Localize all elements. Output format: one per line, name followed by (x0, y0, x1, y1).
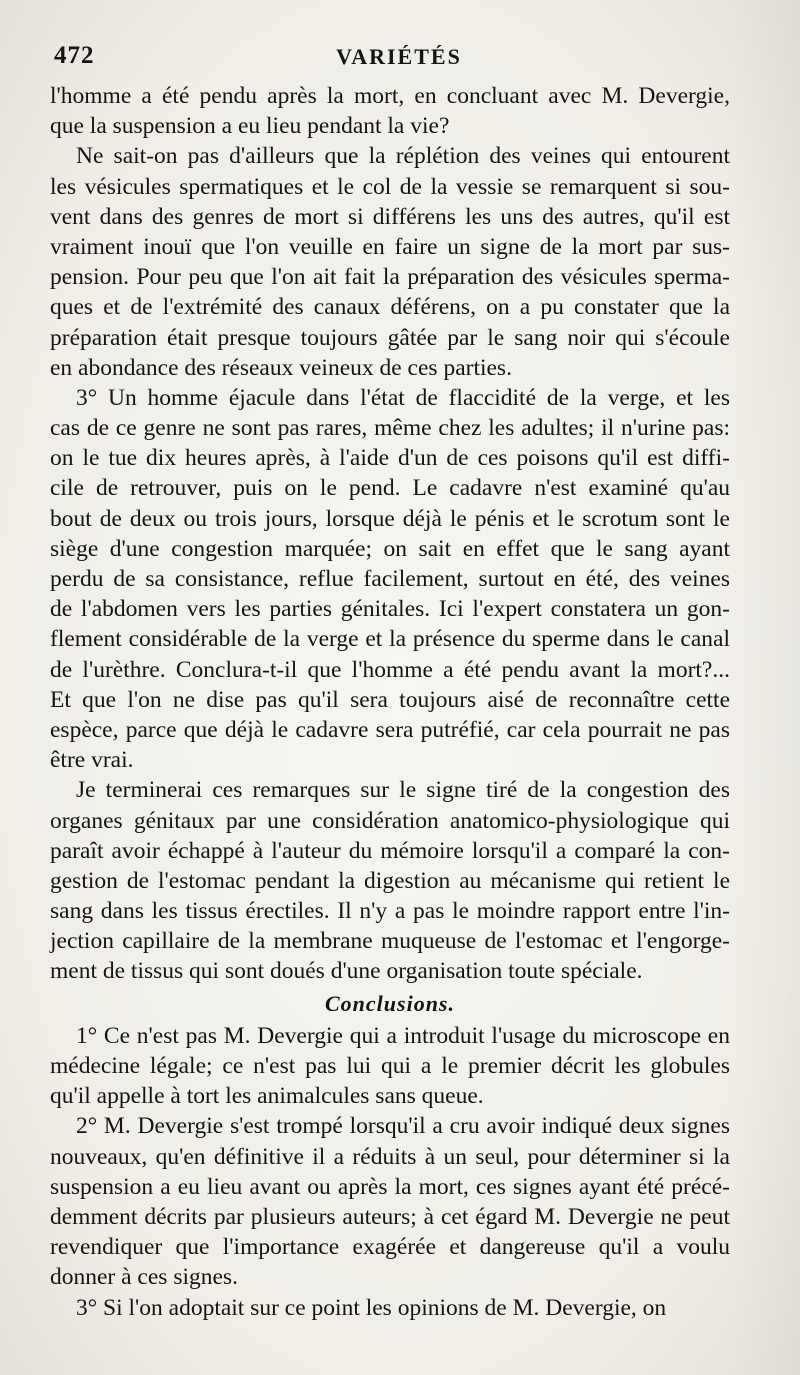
text-line: que la suspension a eu lieu pendant la vie? (50, 113, 450, 140)
paragraphs-paragraph (50, 383, 730, 775)
text-line: cile de retrouver, puis on le pend. Le cadavre n'est examiné qu'au (50, 475, 730, 502)
text-line: de l'abdomen vers les parties génitales. Ici l'expert constatera un gon- (50, 596, 730, 623)
text-line: gestion de l'estomac pendant la digestion au mécanisme qui retient le (50, 867, 730, 894)
page-number: 472 (54, 42, 95, 69)
text-line: donner à ces signes. (50, 1264, 238, 1291)
text-line: revendiquer que l'importance exagérée et dangereuse qu'il a voulu (50, 1234, 730, 1261)
text-line: 1° Ce n'est pas M. Devergie qui a introduit l'usage du microscope en (76, 1022, 730, 1049)
text-line: demment décrits par plusieurs auteurs; à cet égard M. Devergie ne peut (50, 1203, 730, 1230)
bleed-through-shadow (730, 0, 800, 1375)
text-line: qu'il appelle à tort les animalcules sans queue. (50, 1083, 484, 1110)
conclusions-paragraph (50, 1293, 730, 1323)
text-line: suspension a eu lieu avant ou après la mort, ces signes ayant été précé- (50, 1173, 730, 1200)
text-line: jection capillaire de la membrane muqueuse de l'estomac et l'engorge- (50, 928, 730, 955)
text-line: pension. Pour peu que l'on ait fait la préparation des vésicules sperma- (50, 264, 730, 291)
body-text (50, 81, 730, 1323)
text-line: flement considérable de la verge et la présence du sperme dans le canal (50, 626, 730, 653)
conclusions-paragraph (50, 1021, 730, 1112)
text-line: paraît avoir échappé à l'auteur du mémoire lorsqu'il a comparé la con- (50, 837, 730, 864)
text-line: 3° Un homme éjacule dans l'état de flaccidité de la verge, et les (76, 384, 730, 411)
conclusions-paragraph (50, 1111, 730, 1292)
text-line: 3° Si l'on adoptait sur ce point les opinions de M. Devergie, on (76, 1294, 667, 1321)
text-line: Ne sait-on pas d'ailleurs que la réplétion des veines qui entourent (76, 143, 730, 170)
text-line: Et que l'on ne dise pas qu'il sera toujours aisé de reconnaître cette (50, 686, 730, 713)
conclusions-heading: Conclusions. (325, 990, 455, 1016)
text-line: les vésicules spermatiques et le col de la vessie se remarquent si sou- (50, 173, 730, 200)
text-line: médecine légale; ce n'est pas lui qui a le premier décrit les globules (50, 1053, 730, 1079)
text-line: bout de deux ou trois jours, lorsque déjà le pénis et le scrotum sont le (50, 505, 730, 532)
text-line: siège d'une congestion marquée; on sait en effet que le sang ayant (50, 535, 730, 562)
text-line: être vrai. (50, 747, 134, 774)
text-line: espèce, parce que déjà le cadavre sera putréfié, car cela pourrait ne pas (50, 716, 730, 743)
text-line: l'homme a été pendu après la mort, en concluant avec M. Devergie, (50, 83, 730, 109)
text-line: ment de tissus qui sont doués d'une organisation toute spéciale. (50, 958, 643, 985)
text-line: Je terminerai ces remarques sur le signe tiré de la congestion des (76, 777, 730, 804)
text-line: en abondance des réseaux veineux de ces parties. (50, 354, 512, 381)
text-line: de l'urèthre. Conclura-t-il que l'homme a été pendu avant la mort?... (50, 656, 730, 683)
running-head: VARIÉTÉS (336, 44, 462, 69)
text-line: nouveaux, qu'en définitive il a réduits à un seul, pour déterminer si la (50, 1143, 730, 1170)
text-line: vraiment inouï que l'on veuille en faire un signe de la mort par sus- (50, 233, 730, 260)
text-line: perdu de sa consistance, reflue facilement, surtout en été, des veines (50, 566, 730, 592)
text-line: cas de ce genre ne sont pas rares, même chez les adultes; il n'urine pas: (50, 415, 730, 442)
paragraphs-paragraph (50, 775, 730, 986)
text-line: on le tue dix heures après, à l'aide d'un de ces poisons qu'il est diffi- (50, 445, 730, 472)
text-line: ques et de l'extrémité des canaux déférens, on a pu constater que la (50, 294, 730, 321)
text-line: sang dans les tissus érectiles. Il n'y a pas le moindre rapport entre l'in- (50, 898, 730, 925)
paragraphs-paragraph (50, 141, 730, 383)
text-line: organes génitaux par une considération anatomico-physiologique qui (50, 807, 730, 834)
text-line: 2° M. Devergie s'est trompé lorsqu'il a cru avoir indiqué deux signes (76, 1113, 730, 1140)
paragraphs-paragraph (50, 81, 730, 141)
page-header (54, 42, 744, 76)
text-line: préparation était presque toujours gâtée par le sang noir qui s'écoule (50, 324, 730, 351)
text-line: vent dans des genres de mort si différens les uns des autres, qu'il est (50, 203, 730, 230)
